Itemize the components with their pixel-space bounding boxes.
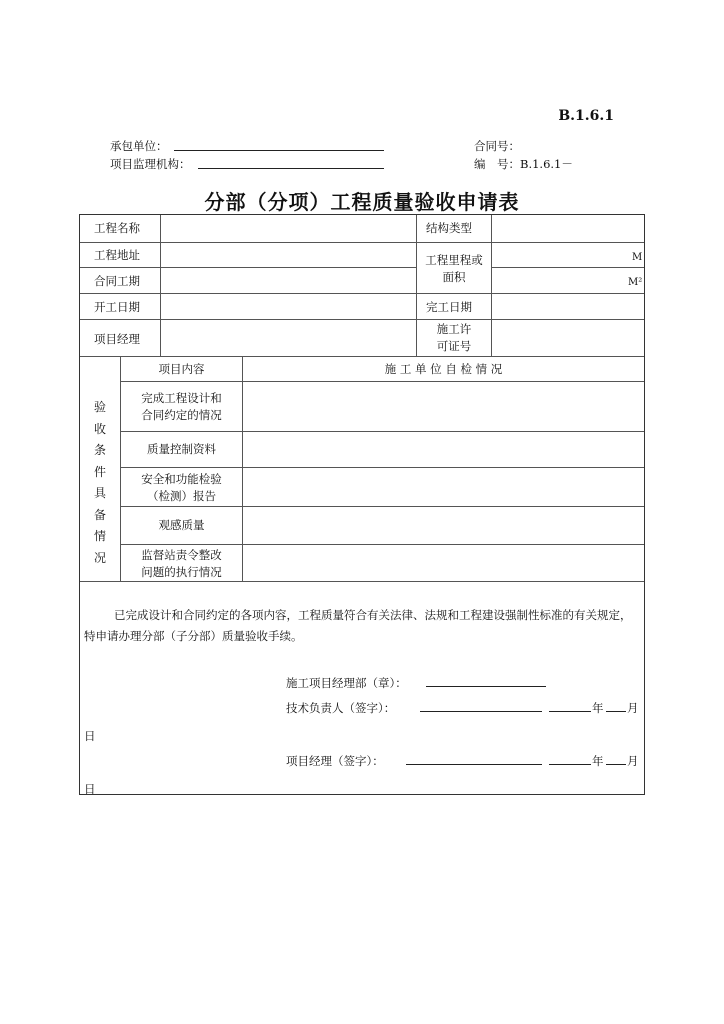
item-label-quality-control: 质量控制资料 [147,442,216,456]
acceptance-char: 具 [93,486,106,500]
manager-month-field[interactable] [606,764,626,765]
project-address-field[interactable] [162,243,414,267]
acceptance-form-table [79,214,645,795]
item-field-safety-function[interactable] [244,468,643,506]
mileage-area-label-line1: 工程里程或 [425,253,483,267]
item-label-line2: （检测）报告 [147,489,216,503]
item-label-line1: 安全和功能检验 [141,472,222,486]
contract-period-label: 合同工期 [94,274,140,288]
item-label-appearance: 观感质量 [158,518,205,532]
acceptance-char: 收 [93,421,106,436]
item-label-rectification [121,547,242,581]
acceptance-char: 备 [93,507,106,522]
row-divider [80,356,644,357]
project-manager-field[interactable] [162,320,414,356]
row-divider [491,267,644,268]
item-label-design-contract [121,390,242,424]
row-divider [80,581,644,582]
item-label-line2: 合同约定的情况 [141,408,222,422]
technical-lead-signature-field[interactable] [420,711,542,712]
tech-day-label: 日 [84,729,96,743]
construction-dept-seal-field[interactable] [426,686,546,687]
completion-date-field[interactable] [493,294,643,319]
tech-year-label: 年 [592,701,604,715]
page-title: 分部（分项）工程质量验收申请表 [204,190,520,214]
item-field-quality-control[interactable] [244,432,643,467]
form-code: B.1.6.1 [558,108,614,124]
item-content-header: 项目内容 [158,362,205,376]
contract-no-label: 合同号： [474,139,520,153]
item-label-line1: 监督站责令整改 [141,548,222,562]
acceptance-char: 况 [93,550,106,565]
manager-day-label: 日 [84,782,96,796]
contractor-field[interactable] [174,150,384,151]
acceptance-char: 验 [93,400,106,414]
start-date-field[interactable] [162,294,414,319]
item-label-line2: 问题的执行情况 [141,565,222,579]
permit-field[interactable] [493,320,643,356]
acceptance-char: 情 [93,529,106,543]
tech-month-label: 月 [627,701,639,715]
manager-year-label: 年 [592,754,604,768]
project-name-label: 工程名称 [94,221,140,235]
structure-type-field[interactable] [493,216,643,241]
technical-lead-signature-label: 技术负责人（签字）： [286,701,396,715]
acceptance-char: 件 [93,464,106,479]
manager-month-label: 月 [627,754,639,768]
item-field-design-contract[interactable] [244,382,643,431]
acceptance-char: 条 [93,443,106,457]
contractor-label: 承包单位： [110,139,168,153]
unit-m: M [632,252,643,263]
construction-dept-seal-label: 施工项目经理部（章）： [286,676,407,690]
permit-label-line1: 施工许 [436,322,472,336]
item-label-safety-function [121,471,242,505]
completion-date-label: 完工日期 [426,300,472,314]
unit-m2: M² [628,277,643,288]
project-name-field[interactable] [162,216,414,241]
acceptance-conditions-label [88,397,112,569]
tech-month-field[interactable] [606,711,626,712]
number-label: 编 号：B.1.6.1－ [474,157,573,171]
item-label-line1: 完成工程设计和 [141,391,222,405]
supervisor-field[interactable] [198,168,384,169]
mileage-area-label [417,252,491,286]
permit-label-line2: 可证号 [436,339,472,353]
project-address-label: 工程地址 [94,248,140,262]
mileage-area-label-line2: 面积 [442,270,466,284]
permit-label [417,321,491,355]
manager-year-field[interactable] [549,764,591,765]
project-manager-label: 项目经理 [94,332,140,346]
col-divider [491,215,492,356]
structure-type-label: 结构类型 [426,221,472,235]
project-manager-signature-field[interactable] [406,764,542,765]
col-divider [160,215,161,356]
item-field-appearance[interactable] [244,507,643,544]
application-statement: 已完成设计和合同约定的各项内容，工程质量符合有关法律、法规和工程建设强制性标准的有关规定，特申请办理分部（子分部）质量验收手续。 [84,608,632,643]
supervisor-label: 项目监理机构： [110,157,191,171]
tech-year-field[interactable] [549,711,591,712]
col-divider [242,356,243,581]
contract-period-field[interactable] [162,268,414,293]
project-manager-signature-label: 项目经理（签字）： [286,754,384,768]
start-date-label: 开工日期 [94,300,140,314]
self-check-header: 施 工 单 位 自 检 情 况 [384,362,503,376]
item-field-rectification[interactable] [244,545,643,581]
